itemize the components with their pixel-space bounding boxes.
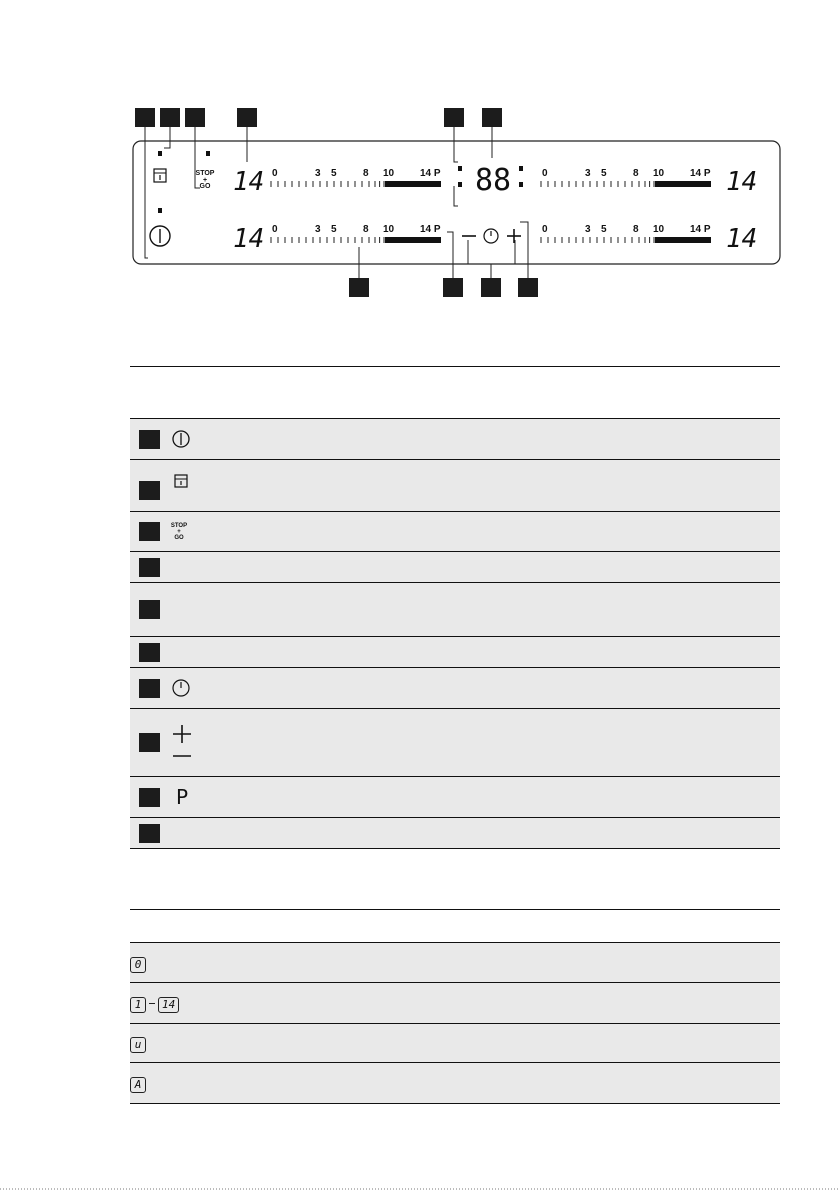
scale-label: 8	[363, 224, 369, 235]
scale-label: 8	[633, 224, 639, 235]
callout-marker	[237, 108, 257, 127]
callout-marker	[139, 522, 160, 541]
callout-marker	[139, 643, 160, 662]
lock-icon	[170, 472, 192, 490]
scale-label: 5	[331, 168, 337, 179]
scale-label: 0	[542, 224, 548, 235]
power-slider[interactable]	[271, 168, 441, 187]
display-symbol: 0	[130, 957, 146, 973]
svg-text:STOP: STOP	[195, 170, 215, 177]
scale-label: 8	[633, 168, 639, 179]
scale-label: 3	[585, 168, 591, 179]
scale-label: 0	[272, 224, 278, 235]
scale-label: 10	[653, 224, 665, 235]
callout-marker	[349, 278, 369, 297]
stop-go-icon[interactable]	[196, 170, 215, 190]
callout-marker	[444, 108, 464, 127]
scale-label: 0	[272, 168, 278, 179]
scale-label: 0	[542, 168, 548, 179]
callout-marker	[139, 481, 160, 500]
callout-marker	[139, 733, 160, 752]
panel-frame	[133, 141, 780, 264]
callout-marker	[139, 558, 160, 577]
boost-bar	[385, 181, 441, 187]
callout-marker	[443, 278, 463, 297]
scale-label: 10	[653, 168, 665, 179]
scale-label: 14 P	[690, 224, 711, 235]
power-slider[interactable]	[541, 224, 711, 243]
scale-label: 14 P	[690, 168, 711, 179]
plus-icon[interactable]	[507, 229, 521, 243]
display-symbol: u	[130, 1037, 146, 1053]
callout-marker	[139, 824, 160, 843]
page-edge	[0, 1188, 840, 1190]
callout-marker	[139, 788, 160, 807]
callout-marker	[135, 108, 155, 127]
timer-display: 88	[475, 163, 512, 198]
zone-display: 14	[726, 167, 758, 197]
scale-label: 10	[383, 168, 395, 179]
callout-marker	[482, 108, 502, 127]
power-icon	[170, 428, 192, 450]
timer-icon	[170, 677, 192, 699]
svg-text:GO: GO	[199, 183, 211, 190]
zone-display: 14	[233, 224, 265, 254]
callout-marker	[139, 600, 160, 619]
callout-marker	[185, 108, 205, 127]
symbols-table	[130, 366, 780, 849]
scale-label: 5	[601, 224, 607, 235]
display-symbol: 14	[158, 997, 179, 1013]
control-panel-diagram	[0, 0, 840, 330]
lock-icon[interactable]	[154, 169, 166, 182]
svg-text:+: +	[202, 177, 208, 184]
power-boost-icon: P	[176, 785, 189, 809]
stop-go-icon: STOP + GO	[170, 522, 188, 541]
callout-marker	[481, 278, 501, 297]
display-symbol: 1	[130, 997, 146, 1013]
boost-bar	[655, 237, 711, 243]
callout-marker	[518, 278, 538, 297]
power-slider[interactable]	[271, 224, 441, 243]
zone-display: 14	[233, 167, 265, 197]
scale-label: 8	[363, 168, 369, 179]
boost-bar	[655, 181, 711, 187]
scale-label: 14 P	[420, 168, 441, 179]
power-slider[interactable]	[541, 168, 711, 187]
scale-label: 14 P	[420, 224, 441, 235]
boost-bar	[385, 237, 441, 243]
scale-label: 10	[383, 224, 395, 235]
scale-label: 5	[331, 224, 337, 235]
plus-minus-icon	[170, 723, 194, 763]
power-icon[interactable]	[150, 226, 170, 246]
scale-label: 3	[315, 168, 321, 179]
display-table	[130, 909, 780, 1104]
scale-label: 3	[315, 224, 321, 235]
timer-icon[interactable]	[484, 229, 498, 243]
scale-label: 5	[601, 168, 607, 179]
callout-marker	[160, 108, 180, 127]
display-symbol: A	[130, 1077, 146, 1093]
zone-display: 14	[726, 224, 758, 254]
callout-marker	[139, 430, 160, 449]
scale-label: 3	[585, 224, 591, 235]
callout-marker	[139, 679, 160, 698]
